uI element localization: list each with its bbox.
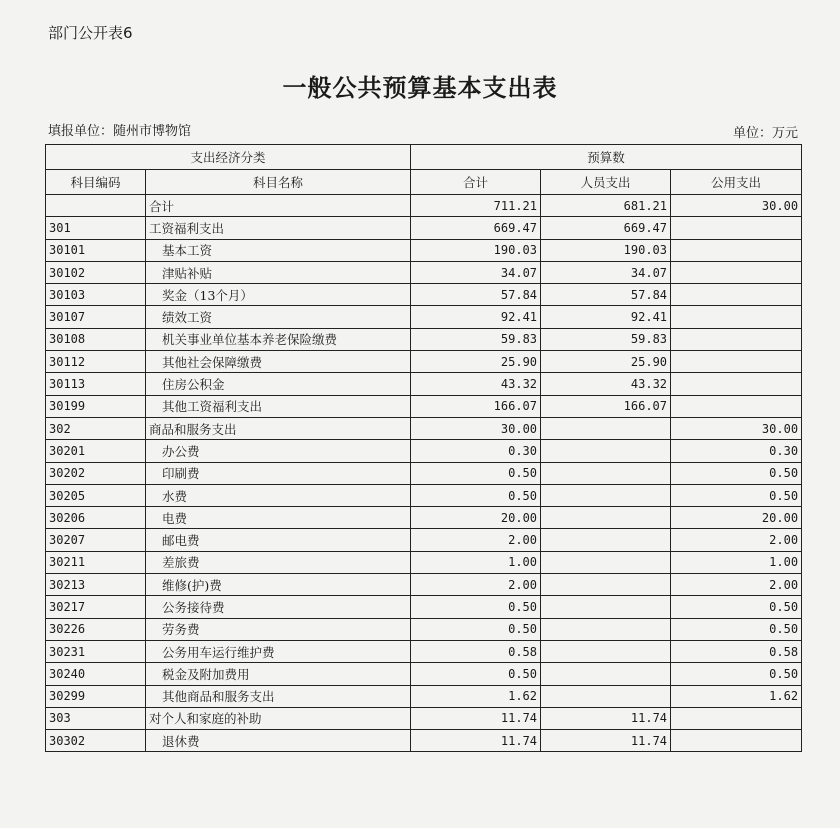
table-row	[46, 574, 802, 596]
cell-code: 30107	[46, 306, 146, 328]
cell-total: 30.00	[411, 417, 541, 439]
cell-public: 30.00	[671, 195, 802, 217]
cell-code: 30206	[46, 507, 146, 529]
cell-code: 301	[46, 217, 146, 239]
table-row	[46, 663, 802, 685]
cell-total: 59.83	[411, 328, 541, 350]
cell-public	[671, 395, 802, 417]
header-public: 公用支出	[671, 170, 802, 195]
cell-personnel	[541, 551, 671, 573]
cell-name: 电费	[146, 507, 411, 529]
table-row	[46, 640, 802, 662]
cell-code: 30299	[46, 685, 146, 707]
table-row	[46, 707, 802, 729]
cell-code: 30108	[46, 328, 146, 350]
cell-personnel	[541, 440, 671, 462]
table-row	[46, 551, 802, 573]
cell-total: 92.41	[411, 306, 541, 328]
cell-name: 住房公积金	[146, 373, 411, 395]
cell-personnel	[541, 618, 671, 640]
cell-personnel: 34.07	[541, 261, 671, 283]
cell-name: 维修(护)费	[146, 574, 411, 596]
table-row	[46, 373, 802, 395]
cell-total: 11.74	[411, 707, 541, 729]
cell-total: 25.90	[411, 351, 541, 373]
cell-total: 1.00	[411, 551, 541, 573]
cell-personnel: 669.47	[541, 217, 671, 239]
cell-total: 34.07	[411, 261, 541, 283]
cell-name: 津贴补贴	[146, 261, 411, 283]
cell-public	[671, 306, 802, 328]
cell-total: 166.07	[411, 395, 541, 417]
table-row	[46, 261, 802, 283]
table-body	[46, 195, 802, 752]
cell-public: 0.50	[671, 663, 802, 685]
cell-name: 公务用车运行维护费	[146, 640, 411, 662]
cell-name: 劳务费	[146, 618, 411, 640]
table-row	[46, 730, 802, 752]
header-row-group	[46, 145, 802, 170]
cell-public	[671, 239, 802, 261]
cell-public: 0.50	[671, 462, 802, 484]
table-row	[46, 239, 802, 261]
budget-table	[45, 144, 802, 752]
cell-code: 30112	[46, 351, 146, 373]
cell-personnel: 190.03	[541, 239, 671, 261]
cell-public: 1.62	[671, 685, 802, 707]
cell-personnel	[541, 663, 671, 685]
cell-total: 20.00	[411, 507, 541, 529]
cell-total: 669.47	[411, 217, 541, 239]
header-row-columns	[46, 170, 802, 195]
table-row	[46, 284, 802, 306]
cell-personnel: 59.83	[541, 328, 671, 350]
cell-code: 30101	[46, 239, 146, 261]
cell-code: 30205	[46, 484, 146, 506]
cell-personnel	[541, 640, 671, 662]
cell-code: 30213	[46, 574, 146, 596]
cell-code: 30217	[46, 596, 146, 618]
table-row	[46, 351, 802, 373]
table-row	[46, 417, 802, 439]
cell-code: 303	[46, 707, 146, 729]
cell-name: 差旅费	[146, 551, 411, 573]
cell-name: 其他社会保障缴费	[146, 351, 411, 373]
cell-code: 30226	[46, 618, 146, 640]
cell-public: 0.50	[671, 596, 802, 618]
cell-name: 机关事业单位基本养老保险缴费	[146, 328, 411, 350]
cell-personnel: 25.90	[541, 351, 671, 373]
cell-personnel: 43.32	[541, 373, 671, 395]
cell-public	[671, 730, 802, 752]
table-row	[46, 395, 802, 417]
cell-personnel	[541, 462, 671, 484]
cell-public: 0.58	[671, 640, 802, 662]
cell-total: 0.50	[411, 462, 541, 484]
cell-code	[46, 195, 146, 217]
cell-personnel	[541, 507, 671, 529]
table-row	[46, 195, 802, 217]
cell-name: 工资福利支出	[146, 217, 411, 239]
cell-name: 公务接待费	[146, 596, 411, 618]
reporting-unit: 填报单位：随州市博物馆	[48, 124, 192, 139]
cell-personnel: 57.84	[541, 284, 671, 306]
cell-name: 对个人和家庭的补助	[146, 707, 411, 729]
cell-total: 0.58	[411, 640, 541, 662]
cell-public: 0.50	[671, 618, 802, 640]
cell-name: 退休费	[146, 730, 411, 752]
cell-code: 30103	[46, 284, 146, 306]
cell-name: 绩效工资	[146, 306, 411, 328]
cell-name: 税金及附加费用	[146, 663, 411, 685]
header-name: 科目名称	[146, 170, 411, 195]
currency-unit: 单位：万元	[732, 126, 798, 141]
cell-personnel: 681.21	[541, 195, 671, 217]
cell-total: 0.50	[411, 618, 541, 640]
cell-name: 合计	[146, 195, 411, 217]
cell-public: 30.00	[671, 417, 802, 439]
cell-personnel	[541, 596, 671, 618]
cell-personnel: 11.74	[541, 730, 671, 752]
cell-code: 30113	[46, 373, 146, 395]
table-row	[46, 217, 802, 239]
header-personnel: 人员支出	[541, 170, 671, 195]
cell-public	[671, 284, 802, 306]
page-title: 一般公共预算基本支出表	[282, 73, 558, 102]
cell-name: 其他工资福利支出	[146, 395, 411, 417]
cell-public	[671, 261, 802, 283]
cell-total: 0.50	[411, 484, 541, 506]
cell-personnel	[541, 417, 671, 439]
cell-code: 30201	[46, 440, 146, 462]
cell-total: 11.74	[411, 730, 541, 752]
header-budget-amount: 预算数	[411, 145, 802, 170]
cell-personnel: 92.41	[541, 306, 671, 328]
cell-public: 20.00	[671, 507, 802, 529]
table-row	[46, 306, 802, 328]
cell-name: 商品和服务支出	[146, 417, 411, 439]
cell-total: 0.50	[411, 663, 541, 685]
table-row	[46, 507, 802, 529]
cell-total: 1.62	[411, 685, 541, 707]
table-row	[46, 596, 802, 618]
cell-code: 30202	[46, 462, 146, 484]
cell-public: 1.00	[671, 551, 802, 573]
cell-name: 办公费	[146, 440, 411, 462]
header-economic-classification: 支出经济分类	[46, 145, 411, 170]
cell-name: 奖金（13个月）	[146, 284, 411, 306]
cell-public	[671, 707, 802, 729]
table-row	[46, 618, 802, 640]
cell-total: 2.00	[411, 529, 541, 551]
cell-name: 印刷费	[146, 462, 411, 484]
cell-public: 2.00	[671, 574, 802, 596]
table-row	[46, 484, 802, 506]
cell-code: 30211	[46, 551, 146, 573]
header-code: 科目编码	[46, 170, 146, 195]
header-total: 合计	[411, 170, 541, 195]
cell-code: 30102	[46, 261, 146, 283]
cell-personnel: 166.07	[541, 395, 671, 417]
cell-name: 水费	[146, 484, 411, 506]
cell-public	[671, 328, 802, 350]
cell-total: 2.00	[411, 574, 541, 596]
cell-total: 57.84	[411, 284, 541, 306]
cell-code: 30207	[46, 529, 146, 551]
cell-code: 302	[46, 417, 146, 439]
cell-personnel: 11.74	[541, 707, 671, 729]
cell-public	[671, 351, 802, 373]
table-row	[46, 529, 802, 551]
cell-total: 711.21	[411, 195, 541, 217]
cell-personnel	[541, 685, 671, 707]
cell-name: 其他商品和服务支出	[146, 685, 411, 707]
table-row	[46, 685, 802, 707]
cell-public: 2.00	[671, 529, 802, 551]
cell-total: 0.50	[411, 596, 541, 618]
cell-personnel	[541, 574, 671, 596]
table-row	[46, 328, 802, 350]
table-row	[46, 462, 802, 484]
cell-public: 0.30	[671, 440, 802, 462]
cell-total: 43.32	[411, 373, 541, 395]
cell-code: 30199	[46, 395, 146, 417]
table-row	[46, 440, 802, 462]
cell-code: 30302	[46, 730, 146, 752]
cell-public	[671, 217, 802, 239]
document-label: 部门公开表6	[48, 24, 133, 42]
cell-code: 30240	[46, 663, 146, 685]
cell-total: 190.03	[411, 239, 541, 261]
cell-name: 基本工资	[146, 239, 411, 261]
cell-code: 30231	[46, 640, 146, 662]
cell-personnel	[541, 529, 671, 551]
cell-total: 0.30	[411, 440, 541, 462]
cell-public: 0.50	[671, 484, 802, 506]
cell-personnel	[541, 484, 671, 506]
cell-public	[671, 373, 802, 395]
cell-name: 邮电费	[146, 529, 411, 551]
